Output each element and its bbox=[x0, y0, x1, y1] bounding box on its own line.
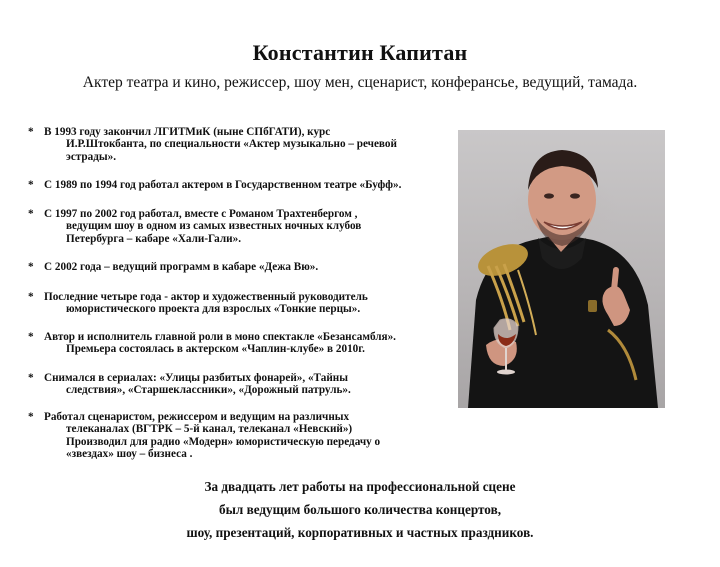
summary-line: шоу, презентаций, корпоративных и частных праздников. bbox=[186, 525, 534, 540]
page-title: Константин Капитан bbox=[252, 40, 468, 65]
portrait-photo bbox=[458, 130, 665, 408]
list-item-line: юмористического проекта для взрослых «Тонкие перцы». bbox=[66, 303, 361, 316]
summary-line: За двадцать лет работы на профессиональной сцене bbox=[204, 479, 516, 494]
summary-text bbox=[0, 475, 720, 544]
bullet-marker: * bbox=[28, 261, 34, 273]
bullet-marker: * bbox=[28, 179, 34, 191]
bullet-marker: * bbox=[28, 291, 34, 303]
list-item-line: С 2002 года – ведущий программ в кабаре «Дежа Вю». bbox=[44, 261, 319, 273]
list-item-line: Снимался в сериалах: «Улицы разбитых фонарей», «Тайны bbox=[44, 372, 348, 384]
list-item bbox=[28, 411, 448, 461]
list-item bbox=[28, 372, 448, 397]
list-item-line: Автор и исполнитель главной роли в моно спектакле «Безансамбля». bbox=[44, 331, 396, 343]
list-item bbox=[28, 331, 448, 356]
summary-line: был ведущим большого количества концертов, bbox=[218, 502, 501, 517]
page-subtitle: Актер театра и кино, режиссер, шоу мен, сценарист, конферансье, ведущий, тамада. bbox=[82, 74, 638, 91]
list-item-line: Петербурга – кабаре «Хали-Гали». bbox=[66, 232, 241, 245]
list-item-line: телеканалах (ВГТРК – 5-й канал, телеканал «Невский») bbox=[66, 423, 353, 436]
list-item bbox=[28, 291, 448, 316]
bullet-marker: * bbox=[28, 411, 34, 423]
list-item-line: И.Р.Штокбанта, по специальности «Актер музыкально – речевой bbox=[66, 138, 397, 151]
list-item-line: С 1989 по 1994 год работал актером в Государственном театре «Буфф». bbox=[44, 179, 402, 191]
bullet-marker: * bbox=[28, 208, 34, 220]
list-item-line: Производил для радио «Модерн» юмористическую передачу о bbox=[66, 435, 381, 448]
list-item-line: Работал сценаристом, режиссером и ведущим на различных bbox=[44, 411, 350, 423]
list-item-line: эстрады». bbox=[66, 150, 117, 163]
bullet-marker: * bbox=[28, 331, 34, 343]
list-item bbox=[28, 126, 448, 163]
list-item bbox=[28, 179, 448, 191]
bullet-marker: * bbox=[28, 126, 34, 138]
list-item-line: В 1993 году закончил ЛГИТМиК (ныне СПбГАТИ), курс bbox=[44, 126, 331, 138]
list-item bbox=[28, 261, 448, 273]
list-item-line: следствия», «Старшеклассники», «Дорожный патруль». bbox=[66, 384, 351, 397]
list-item-line: ведущим шоу в одном из самых известных ночных клубов bbox=[66, 220, 362, 233]
list-item-line: С 1997 по 2002 год работал, вместе с Романом Трахтенбергом , bbox=[44, 208, 358, 220]
list-item-line: Премьера состоялась в актерском «Чаплин-клубе» в 2010г. bbox=[66, 343, 365, 356]
list-item-line: «звездах» шоу – бизнеса . bbox=[66, 448, 193, 461]
bullet-marker: * bbox=[28, 372, 34, 384]
list-item-line: Последние четыре года - актор и художественный руководитель bbox=[44, 291, 368, 303]
list-item bbox=[28, 208, 448, 245]
portrait-illustration bbox=[458, 130, 665, 408]
